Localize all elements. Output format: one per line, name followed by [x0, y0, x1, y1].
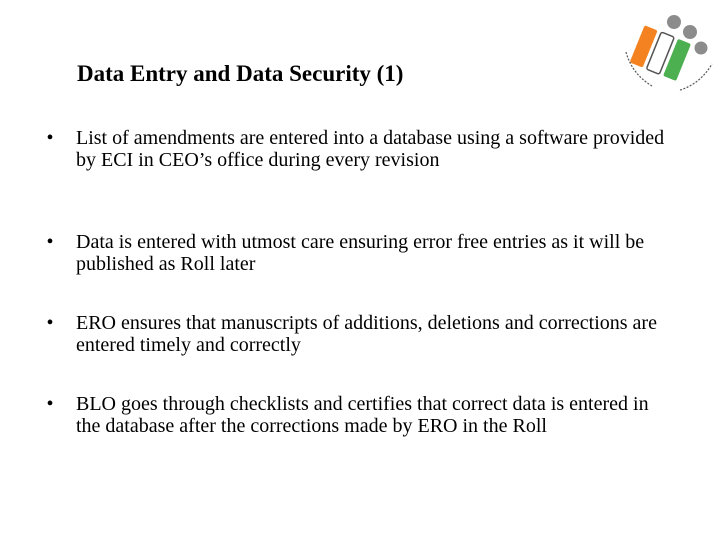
bullet-marker: •	[46, 231, 54, 253]
bullet-text: Data is entered with utmost care ensuring error free entries as it will be published as Roll later	[76, 231, 645, 275]
bullet-marker: •	[46, 393, 54, 415]
slide-title: Data Entry and Data Security (1)	[77, 61, 404, 86]
bullet-marker: •	[46, 127, 54, 149]
election-commission-logo-icon	[612, 8, 720, 104]
bullet-marker: •	[46, 312, 54, 334]
bullet-text: BLO goes through checklists and certifies that correct data is entered in the database after the corrections made by ERO in the Roll	[76, 393, 649, 437]
bullet-text: ERO ensures that manuscripts of additions, deletions and corrections are entered timely and correctly	[76, 312, 657, 356]
bullet-text: List of amendments are entered into a database using a software provided by ECI in CEO’s office during every revision	[76, 127, 665, 171]
